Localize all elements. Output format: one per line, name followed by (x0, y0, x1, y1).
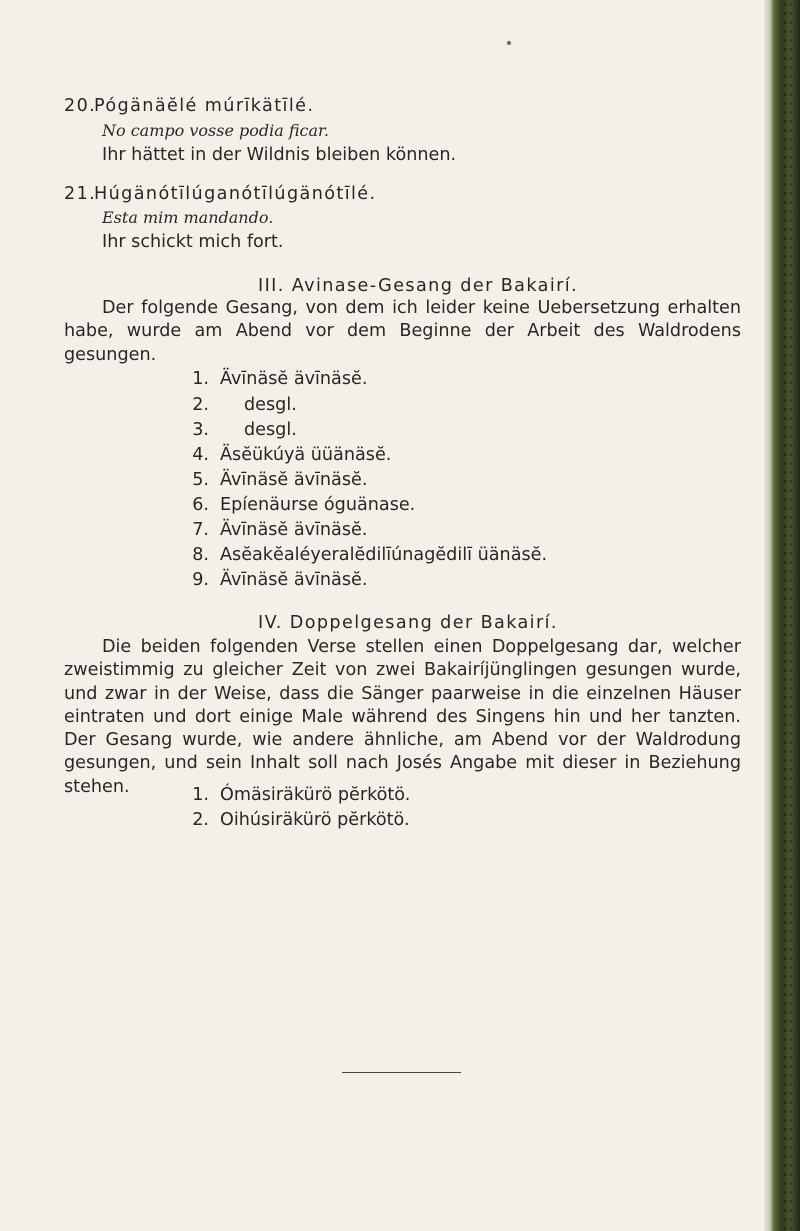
list-number: 1. (192, 369, 209, 389)
list-item: Ävīnäsĕ ävīnäsĕ. (220, 570, 368, 590)
entry-20-portuguese: No campo vosse podia ficar. (102, 121, 330, 140)
list-item: Asĕakĕaléyeralĕdilīúnagĕdilī üänäsĕ. (220, 545, 548, 565)
list-item: Ävīnäsĕ ävīnäsĕ. (220, 369, 368, 389)
section-4-paragraph: Die beiden folgenden Verse stellen einen Doppelgesang dar, welcher zweistimmig zu gleicher Zeit von zwei Bakairíjünglingen gesungen wurde, und zwar in der Weise, dass die Sänger paarweise in die einzelnen Häuser eintraten und dort einige Male während des Singens hin und her tanzten. Der Gesang wurde, wie andere ähnliche, am Abend vor der Waldrodung gesungen, und sein Inhalt soll nach Josés Angabe mit dieser in Beziehung stehen. (64, 637, 741, 797)
list-number: 2. (192, 810, 209, 830)
section-divider (342, 1072, 461, 1073)
entry-21-native (64, 183, 377, 206)
section-3-heading: III. Avinase-Gesang der Bakairí. (258, 276, 579, 296)
list-number: 2. (192, 395, 209, 415)
list-item: Oihúsiräkürö pĕrkötö. (220, 810, 410, 830)
entry-21-portuguese: Esta mim mandando. (102, 208, 274, 227)
list-item: Epíenäurse óguänase. (220, 495, 416, 515)
list-number: 9. (192, 570, 209, 590)
section-3-paragraph: Der folgende Gesang, von dem ich leider keine Uebersetzung erhalten habe, wurde am Abend vor dem Beginne der Arbeit des Waldrodens gesungen. (64, 298, 741, 365)
list-number: 4. (192, 445, 209, 465)
entry-number: 20. (64, 96, 97, 116)
list-item: Ävīnäsĕ ävīnäsĕ. (220, 520, 368, 540)
list-item: Ävīnäsĕ ävīnäsĕ. (220, 470, 368, 490)
ink-dot (507, 41, 511, 45)
entry-20-native (64, 95, 314, 118)
entry-number: 21. (64, 184, 97, 204)
section-4-heading: IV. Doppelgesang der Bakairí. (258, 613, 558, 633)
list-number: 7. (192, 520, 209, 540)
list-number: 6. (192, 495, 209, 515)
list-item: Ómäsiräkürö pĕrkötö. (220, 785, 411, 805)
binding-texture (782, 0, 794, 1231)
entry-native-text: Pógänäĕlé múrīkätīlé. (94, 96, 315, 116)
list-number: 5. (192, 470, 209, 490)
list-item: desgl. (244, 395, 297, 415)
entry-21-german: Ihr schickt mich fort. (102, 232, 284, 252)
list-number: 1. (192, 785, 209, 805)
book-binding (764, 0, 800, 1231)
entry-native-text: Húgänótīlúganótīlúgänótīlé. (94, 184, 377, 204)
entry-20-german: Ihr hättet in der Wildnis bleiben können. (102, 145, 457, 165)
list-item: desgl. (244, 420, 297, 440)
list-number: 3. (192, 420, 209, 440)
list-item: Äsĕükúyä üüänäsĕ. (220, 445, 392, 465)
list-number: 8. (192, 545, 209, 565)
